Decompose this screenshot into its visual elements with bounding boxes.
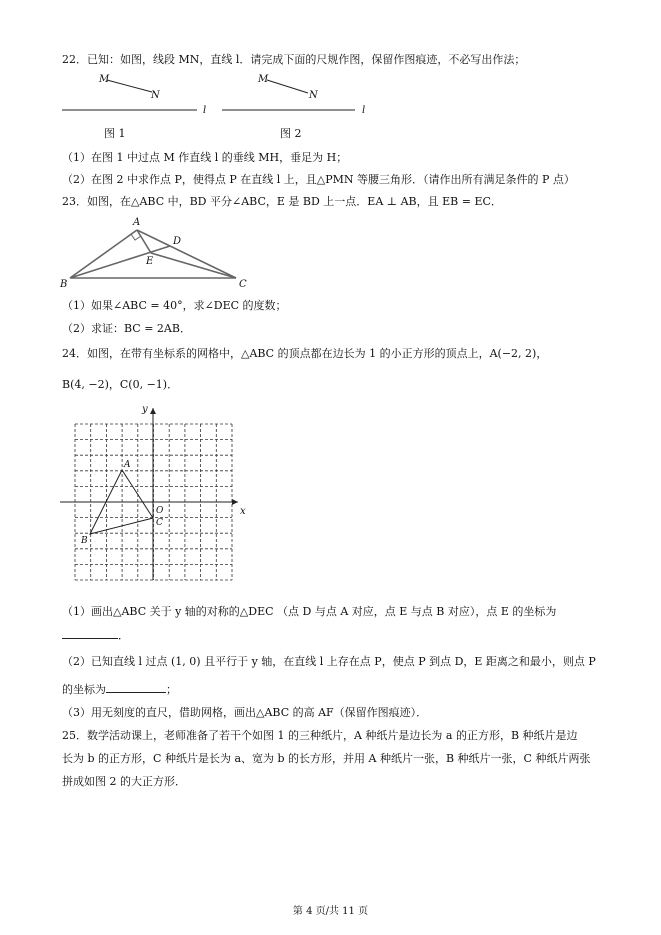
label-o: O — [156, 506, 164, 516]
q25-line3: 拼成如图 2 的大正方形． — [62, 775, 186, 788]
q24-part1-line1: （1）画出△ABC 关于 y 轴的对称的△DEC （点 D 与点 A 对应，点 E 与点 B 对应），点 E 的坐标为 — [62, 605, 557, 618]
q22-part2: （2）在图 2 中求作点 P，使得点 P 在直线 l 上，且△PMN 等腰三角形．（请作出所有满足条件的 P 点） — [62, 173, 575, 186]
label-e: E — [146, 256, 154, 267]
label-a: A — [133, 217, 141, 228]
y-axis-arrow — [150, 408, 156, 414]
label-x: x — [240, 506, 246, 517]
label-c: C — [156, 518, 163, 528]
label-y: y — [142, 404, 148, 415]
q24-part3: （3）用无刻度的直尺，借助网格，画出△ABC 的高 AF（保留作图痕迹）． — [62, 706, 428, 719]
q22-stem: 22．已知：如图，线段 MN，直线 l．请完成下面的尺规作图，保留作图痕迹，不必写出作法； — [62, 53, 526, 66]
label-n: N — [309, 90, 318, 101]
q24-part2-line1: （2）已知直线 l 过点 (1, 0) 且平行于 y 轴，在直线 l 上存在点 P，使点 P 到点 D，E 距离之和最小，则点 P — [62, 655, 596, 668]
label-m: M — [258, 74, 269, 85]
label-b: B — [81, 536, 88, 546]
q24-stem-line2: B(4, −2)，C(0, −1)． — [62, 378, 179, 391]
label-a: A — [124, 460, 131, 470]
q24-part1-line2: ． — [62, 628, 129, 643]
page-footer: 第 4 页/共 11 页 — [292, 906, 369, 917]
fig2-caption: 图 2 — [280, 127, 302, 140]
label-n: N — [151, 90, 160, 101]
q25-line1: 25．数学活动课上，老师准备了若干个如图 1 的三种纸片，A 种纸片是边长为 a 的正方形，B 种纸片是边 — [62, 729, 578, 742]
answer-blank-e[interactable] — [62, 628, 118, 639]
q22-part1: （1）在图 1 中过点 M 作直线 l 的垂线 MH，垂足为 H； — [62, 151, 348, 164]
q23-part2: （2）求证：BC = 2AB． — [62, 322, 191, 335]
label-l: l — [362, 105, 366, 116]
fig1-caption: 图 1 — [104, 127, 126, 140]
label-c: C — [239, 279, 247, 290]
q24-part2-line2: 的坐标为 ； — [62, 683, 177, 696]
label-m: M — [99, 74, 110, 85]
q24-stem-line1: 24．如图，在带有坐标系的网格中，△ABC 的顶点都在边长为 1 的小正方形的顶点上，A(−2, 2)， — [62, 347, 548, 360]
label-d: D — [173, 236, 182, 247]
x-axis-arrow — [232, 499, 238, 505]
q23-part1: （1）如果∠ABC = 40°，求∠DEC 的度数； — [62, 299, 287, 312]
answer-blank-p[interactable] — [106, 682, 166, 693]
label-b: B — [60, 279, 68, 290]
q25-line2: 长为 b 的正方形，C 种纸片是长为 a、宽为 b 的长方形，并用 A 种纸片一张，B 种纸片一张，C 种纸片两张 — [62, 752, 591, 765]
label-l: l — [203, 105, 207, 116]
q23-stem: 23．如图，在△ABC 中，BD 平分∠ABC，E 是 BD 上一点．EA ⊥ AB，且 EB = EC． — [62, 195, 502, 208]
